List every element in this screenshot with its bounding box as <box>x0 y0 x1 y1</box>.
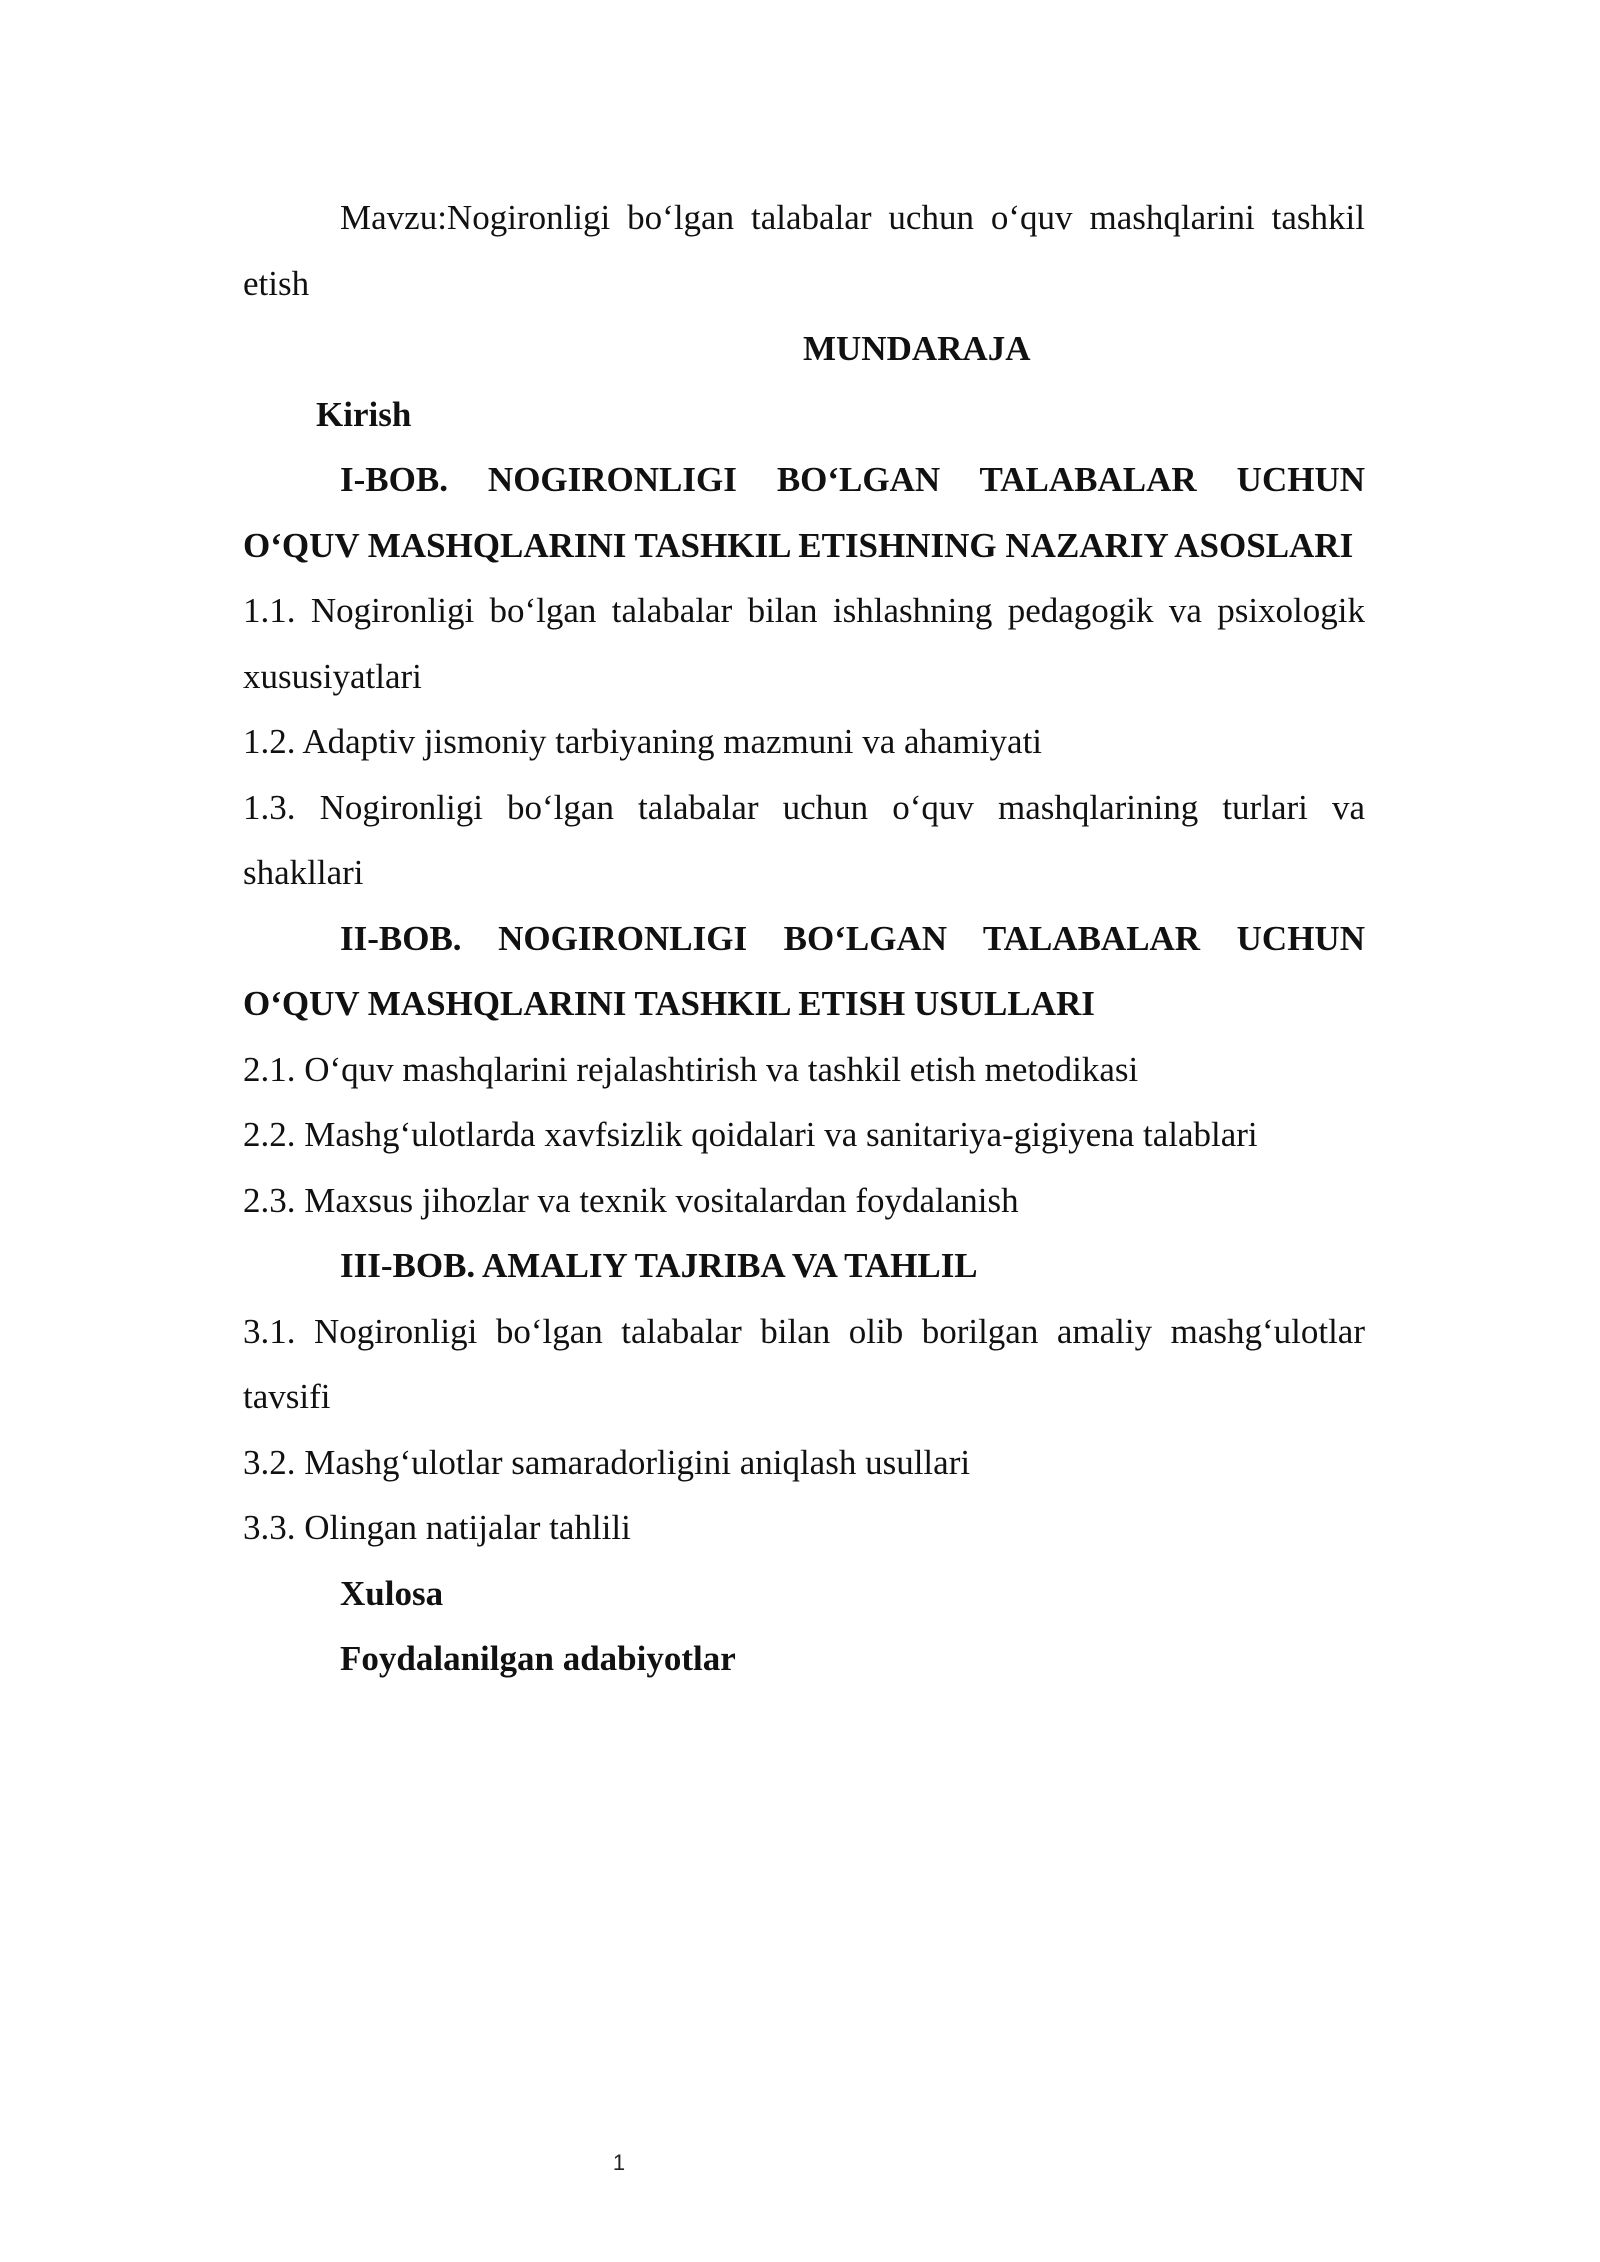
chapter-1-title: I-BOB. NOGIRONLIGI BO‘LGAN TALABALAR UCHUN O‘QUV MASHQLARINI TASHKIL ETISHNING NAZARIY ASOSLARI <box>243 460 1365 565</box>
topic-line: Mavzu:Nogironligi bo‘lgan talabalar uchun o‘quv mashqlarini tashkil etish <box>243 198 1365 303</box>
chapter-2-title: II-BOB. NOGIRONLIGI BO‘LGAN TALABALAR UCHUN O‘QUV MASHQLARINI TASHKIL ETISH USULLARI <box>243 918 1365 1023</box>
page-number: 1 <box>612 2150 626 2175</box>
toc-item-1-1: 1.1. Nogironligi bo‘lgan talabalar bilan ishlashning pedagogik va psixologik xususiyatlari <box>243 591 1365 696</box>
toc-intro: Kirish <box>316 394 412 434</box>
toc-references: Foydalanilgan adabiyotlar <box>340 1639 736 1678</box>
toc-item-1-2: 1.2. Adaptiv jismoniy tarbiyaning mazmuni va ahamiyati <box>243 722 1043 761</box>
toc-conclusion: Xulosa <box>340 1573 444 1613</box>
toc-item-3-2: 3.2. Mashg‘ulotlar samaradorligini aniqlash usullari <box>243 1442 971 1482</box>
toc-title: MUNDARAJA <box>803 329 1031 368</box>
toc-item-3-3: 3.3. Olingan natijalar tahlili <box>243 1508 631 1547</box>
chapter-3-title: III-BOB. AMALIY TAJRIBA VA TAHLIL <box>340 1246 978 1285</box>
toc-item-2-2: 2.2. Mashg‘ulotlarda xavfsizlik qoidalari va sanitariya-gigiyena talablari <box>243 1115 1258 1154</box>
toc-item-2-1: 2.1. O‘quv mashqlarini rejalashtirish va tashkil etish metodikasi <box>243 1049 1139 1089</box>
toc-item-1-3: 1.3. Nogironligi bo‘lgan talabalar uchun o‘quv mashqlarining turlari va shakllari <box>243 787 1365 892</box>
document-page <box>243 185 1365 1692</box>
toc-item-3-1: 3.1. Nogironligi bo‘lgan talabalar bilan olib borilgan amaliy mashg‘ulotlar tavsifi <box>243 1311 1365 1416</box>
toc-item-2-3: 2.3. Maxsus jihozlar va texnik vositalardan foydalanish <box>243 1180 1019 1220</box>
